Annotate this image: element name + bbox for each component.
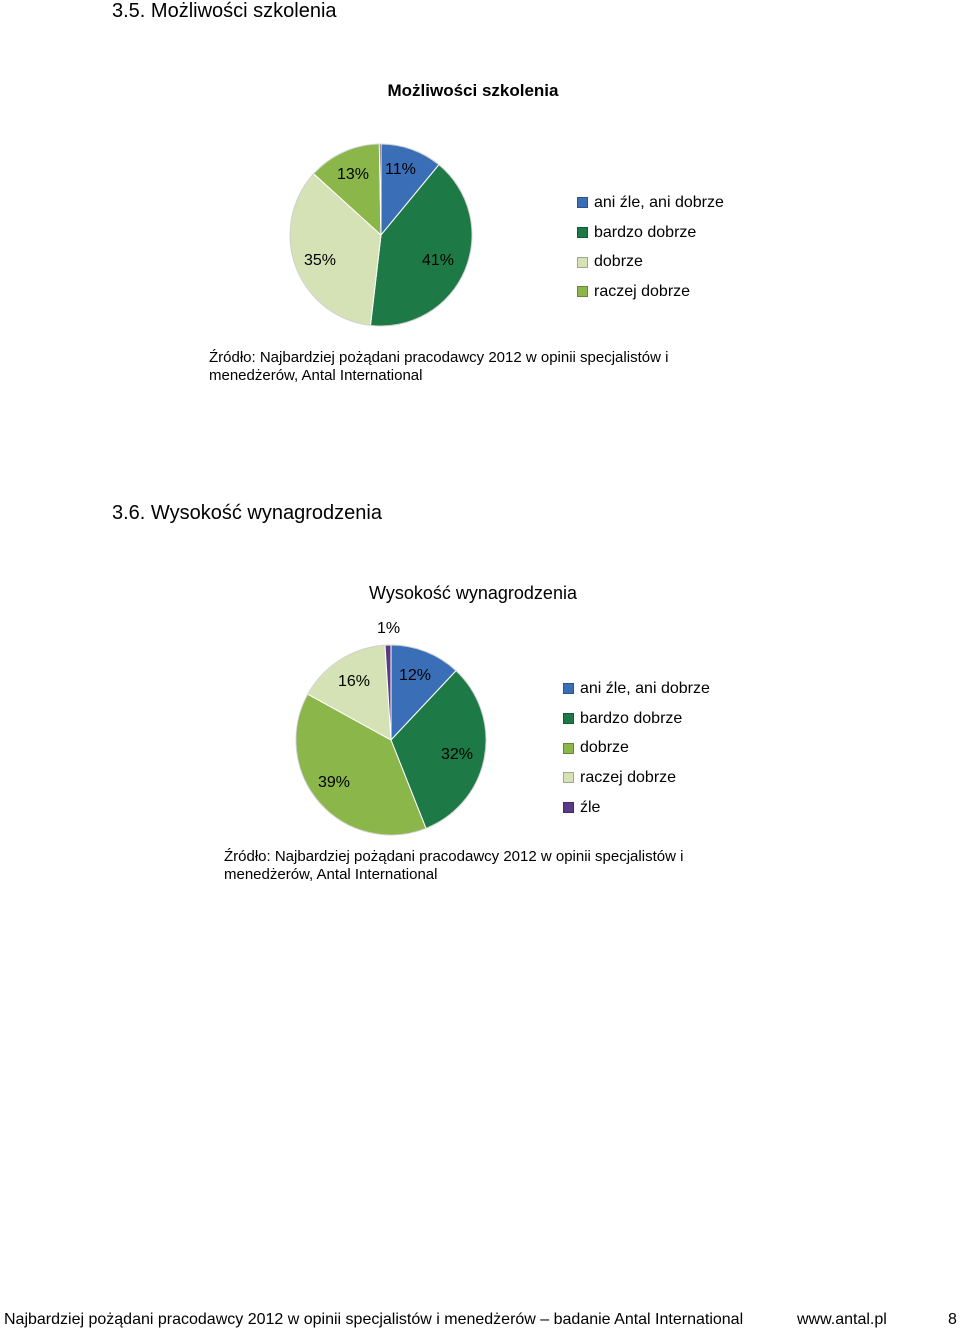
training-legend-label: dobrze	[594, 253, 643, 271]
salary-legend-item	[563, 674, 710, 704]
footer-text: Najbardziej pożądani pracodawcy 2012 w opinii specjalistów i menedżerów – badanie Antal International	[4, 1311, 744, 1328]
source-note-training: Źródło: Najbardziej pożądani pracodawcy 2012 w opinii specjalistów i menedżerów, Antal International	[209, 349, 669, 384]
salary-legend-swatch	[563, 772, 574, 783]
salary-legend-item	[563, 793, 710, 823]
training-legend-label: ani źle, ani dobrze	[594, 193, 724, 211]
salary-legend-swatch	[563, 802, 574, 813]
salary-legend-swatch	[563, 743, 574, 754]
salary-legend-label: źle	[580, 798, 601, 816]
salary-legend-label: raczej dobrze	[580, 768, 677, 786]
training-legend-label: raczej dobrze	[594, 282, 691, 300]
chart-title-salary: Wysokość wynagrodzenia	[369, 583, 577, 603]
pie-label-ani-zle-ani-dobrze: 11%	[385, 161, 416, 178]
chart-title-training: Możliwości szkolenia	[387, 81, 559, 100]
salary-legend-item	[563, 763, 710, 793]
pie-label-raczej-dobrze: 13%	[337, 166, 370, 183]
source-note-salary: Źródło: Najbardziej pożądani pracodawcy 2012 w opinii specjalistów i menedżerów, Antal International	[224, 848, 684, 883]
pie-label-bardzo-dobrze: 32%	[441, 746, 474, 763]
salary-legend-label: ani źle, ani dobrze	[580, 679, 710, 697]
pie-label-dobrze: 35%	[304, 252, 337, 269]
pie-label-dobrze: 39%	[318, 774, 351, 791]
page-number: 8	[948, 1311, 957, 1328]
salary-legend-swatch	[563, 683, 574, 694]
pie-label-bardzo-dobrze: 41%	[422, 252, 455, 269]
pie-label-ani-zle-ani-dobrze: 12%	[399, 667, 432, 684]
training-legend-label: bardzo dobrze	[594, 223, 697, 241]
pie-label-zle: 1%	[377, 620, 401, 637]
salary-legend-swatch	[563, 713, 574, 724]
section-heading-training: 3.5. Możliwości szkolenia	[112, 0, 337, 22]
pie-label-raczej-dobrze: 16%	[338, 673, 371, 690]
chart-legend-salary	[563, 674, 710, 822]
salary-legend-label: dobrze	[580, 739, 629, 757]
salary-legend-item	[563, 704, 710, 734]
salary-legend-item	[563, 733, 710, 763]
footer-url[interactable]: www.antal.pl	[797, 1311, 887, 1328]
section-heading-salary: 3.6. Wysokość wynagrodzenia	[112, 502, 382, 524]
salary-legend-label: bardzo dobrze	[580, 709, 683, 727]
